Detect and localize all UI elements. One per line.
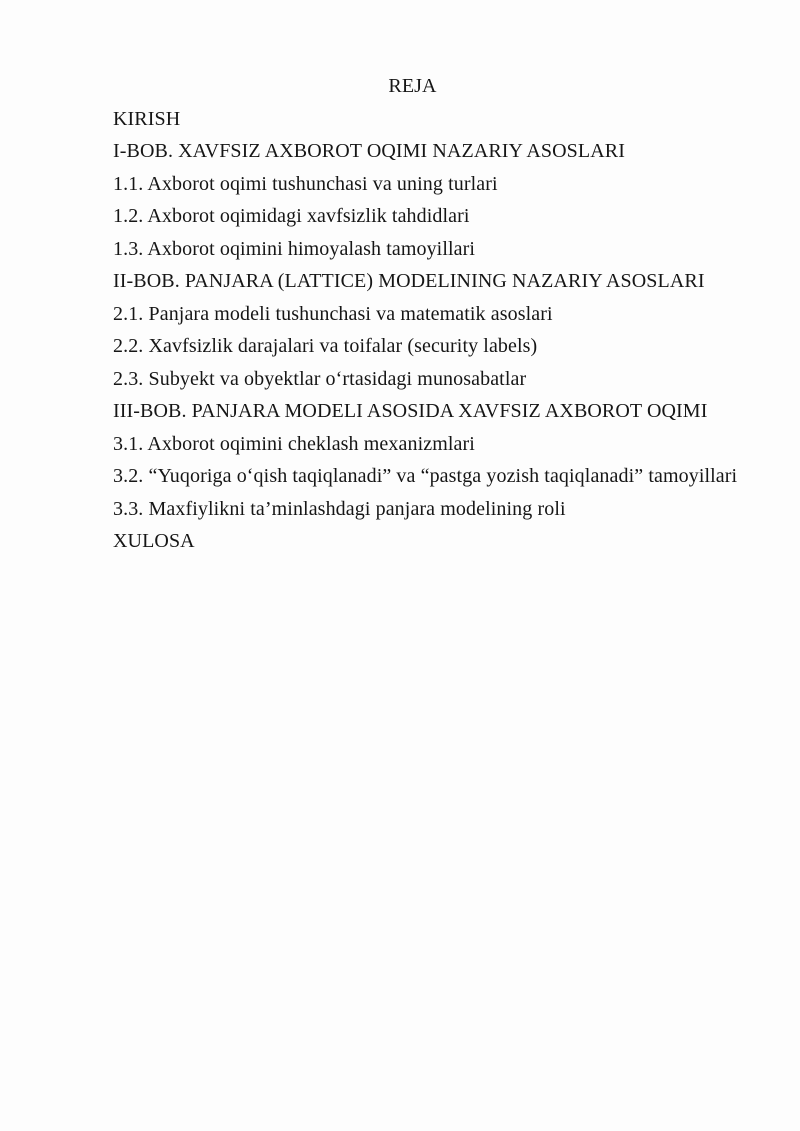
toc-line-chapter-3: III-BOB. PANJARA MODELI ASOSIDA XAVFSIZ AXBOROT OQIMI <box>113 400 708 422</box>
toc-line-xulosa: XULOSA <box>113 530 195 552</box>
toc-line-1-1: 1.1. Axborot oqimi tushunchasi va uning turlari <box>113 172 498 195</box>
toc-line-chapter-1: I-BOB. XAVFSIZ AXBOROT OQIMI NAZARIY ASOSLARI <box>113 140 625 162</box>
toc-line-3-1: 3.1. Axborot oqimini cheklash mexanizmlari <box>113 432 475 455</box>
toc-line-2-1: 2.1. Panjara modeli tushunchasi va matematik asoslari <box>113 302 553 325</box>
toc-line-2-3: 2.3. Subyekt va obyektlar o‘rtasidagi munosabatlar <box>113 367 527 390</box>
toc-line-chapter-2: II-BOB. PANJARA (LATTICE) MODELINING NAZARIY ASOSLARI <box>113 270 705 292</box>
toc-line-3-2: 3.2. “Yuqoriga o‘qish taqiqlanadi” va “pastga yozish taqiqlanadi” tamoyillari <box>113 465 738 487</box>
document-title: REJA <box>388 75 437 97</box>
toc-line-1-3: 1.3. Axborot oqimini himoyalash tamoyillari <box>113 237 476 260</box>
toc-line-2-2: 2.2. Xavfsizlik darajalari va toifalar (security labels) <box>113 335 538 357</box>
toc-line-kirish: KIRISH <box>113 107 181 130</box>
toc-line-1-2: 1.2. Axborot oqimidagi xavfsizlik tahdidlari <box>113 205 470 227</box>
toc-line-3-3: 3.3. Maxfiylikni ta’minlashdagi panjara modelining roli <box>113 497 566 520</box>
